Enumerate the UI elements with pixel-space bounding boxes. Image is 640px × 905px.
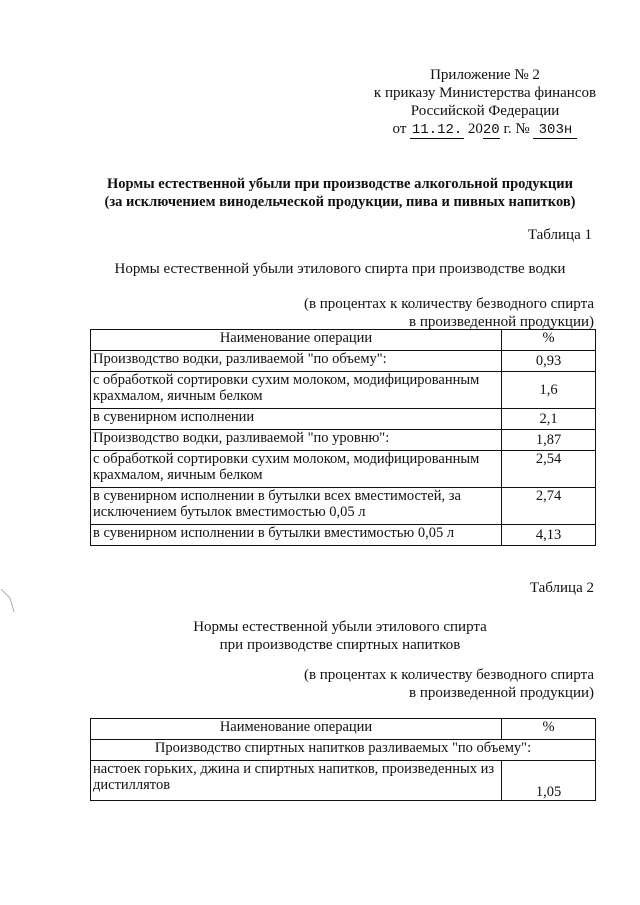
appendix-number: Приложение № 2 [430, 67, 540, 83]
table-row [91, 525, 596, 546]
appendix-date-line [370, 120, 600, 139]
date-year: 20 [482, 122, 500, 138]
document-title-line2: (за исключением винодельческой продукции, пива и пивных напитков) [104, 194, 576, 210]
table2-unit [304, 666, 594, 702]
appendix-ministry: Российской Федерации [410, 103, 560, 119]
table2-header-operation: Наименование операции [91, 719, 502, 740]
loss-percent: 1,05 [502, 761, 596, 801]
table2-header-percent: % [502, 719, 596, 740]
loss-percent: 1,6 [502, 372, 596, 409]
document-title-line1: Нормы естественной убыли при производстве алкогольной продукции [107, 176, 573, 192]
table1-unit-line2: в произведенной продукции) [409, 314, 594, 330]
table2-caption-line1: Нормы естественной убыли этилового спирта [193, 619, 487, 635]
operation-name: в сувенирном исполнении в бутылки вместимостью 0,05 л [91, 525, 502, 546]
table2-caption [60, 618, 620, 654]
operation-name: в сувенирном исполнении [91, 409, 502, 430]
table-row [91, 451, 596, 488]
scan-mark-icon [0, 588, 16, 614]
table-row [91, 409, 596, 430]
table2 [90, 718, 596, 801]
table1-unit [304, 295, 594, 331]
table2-caption-line2: при производстве спиртных напитков [219, 637, 461, 653]
table1-header-percent: % [502, 330, 596, 351]
table2-unit-line2: в произведенной продукции) [409, 685, 594, 701]
date-mid: г. № [503, 121, 530, 137]
loss-percent: 2,74 [502, 488, 596, 525]
loss-percent: 2,1 [502, 409, 596, 430]
table2-section-row [91, 740, 596, 761]
table-row [91, 488, 596, 525]
date-prefix: от [392, 121, 407, 137]
table2-label: Таблица 2 [529, 580, 594, 596]
loss-percent: 4,13 [502, 525, 596, 546]
date-day: 11.12. [411, 122, 463, 138]
table1-header-operation: Наименование операции [91, 330, 502, 351]
table-row [91, 761, 596, 801]
operation-name: настоек горьких, джина и спиртных напитков, произведенных из дистиллятов [91, 761, 502, 801]
table1-header-row [91, 330, 596, 351]
operation-name: Производство водки, разливаемой "по уровню": [91, 430, 502, 451]
table1-unit-line1: (в процентах к количеству безводного спирта [303, 296, 594, 312]
document-title [60, 175, 620, 211]
table-row [91, 372, 596, 409]
appendix-order-ref: к приказу Министерства финансов [373, 85, 597, 101]
table-row [91, 430, 596, 451]
table-row [91, 351, 596, 372]
date-year-prefix: 20 [467, 121, 483, 137]
table1-label: Таблица 1 [527, 227, 592, 243]
table2-unit-line1: (в процентах к количеству безводного спирта [303, 667, 594, 683]
operation-name: с обработкой сортировки сухим молоком, модифицированным крахмалом, яичным белком [91, 372, 502, 409]
table2-section: Производство спиртных напитков разливаемых "по объему": [91, 740, 596, 761]
loss-percent: 1,87 [502, 430, 596, 451]
appendix-header [370, 66, 600, 139]
operation-name: в сувенирном исполнении в бутылки всех вместимостей, за исключением бутылок вместимостью 0,05 л [91, 488, 502, 525]
loss-percent: 2,54 [502, 451, 596, 488]
operation-name: с обработкой сортировки сухим молоком, модифицированным крахмалом, яичным белком [91, 451, 502, 488]
table2-header-row [91, 719, 596, 740]
table1-caption: Нормы естественной убыли этилового спирта при производстве водки [114, 261, 566, 277]
operation-name: Производство водки, разливаемой "по объему": [91, 351, 502, 372]
loss-percent: 0,93 [502, 351, 596, 372]
order-number: 303н [533, 123, 577, 139]
table1 [90, 329, 596, 546]
